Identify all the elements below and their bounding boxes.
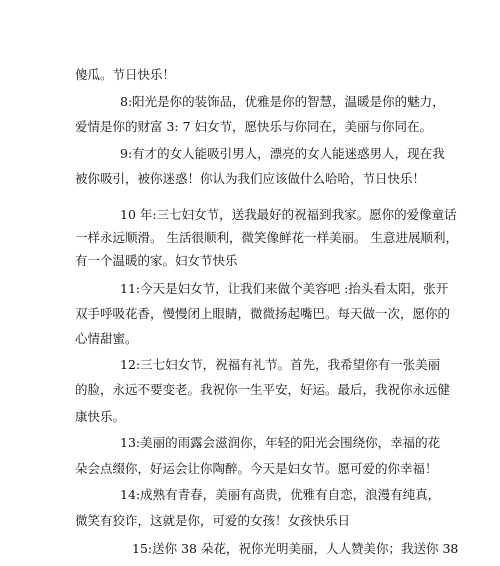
text-line: 9:有才的女人能吸引男人，漂亮的女人能迷惑男人，现在我 (120, 146, 445, 161)
text-line: 13:美丽的雨露会滋润你，年轻的阳光会围绕你，幸福的花 (120, 435, 441, 450)
text-line: 被你吸引，被你迷惑！你认为我们应该做什么哈哈，节日快乐！ (75, 171, 426, 186)
text-line: 15:送你 38 朵花，祝你光明美丽，人人赞美你；我送你 38 (132, 541, 459, 556)
text-line: 康快乐。 (75, 409, 126, 424)
text-line: 心情甜蜜。 (75, 331, 138, 346)
text-line: 爱情是你的财富 3: 7 妇女节，愿快乐与你同在，美丽与你同在。 (75, 119, 433, 134)
text-line: 11:今天是妇女节，让我们来做个美容吧 :抬头看太阳，张开 (120, 281, 449, 296)
text-line: 朵会点缀你，好运会让你陶醉。今天是妇女节。愿可爱的你幸福！ (75, 461, 438, 476)
text-line: 的脸，永远不要变老。我祝你一生平安，好运。最后，我祝你永远健 (75, 382, 451, 397)
text-line: 12:三七妇女节，祝福有礼节。首先，我希望你有一张美丽 (120, 357, 441, 372)
text-line: 微笑有狡诈，这就是你，可爱的女孩！女孩快乐日 (75, 513, 351, 528)
text-line: 8:阳光是你的装饰品，优雅是你的智慧，温暖是你的魅力， (120, 94, 445, 109)
text-line: 傻瓜。节日快乐！ (75, 67, 176, 82)
text-line: 14:成熟有青春，美丽有高贵，优雅有自恋，浪漫有纯真， (120, 487, 441, 502)
text-line: 10 年:三七妇女节，送我最好的祝福到我家。愿你的爱像童话 (120, 207, 457, 222)
text-line: 一样永远顺滑。 生活很顺利，微笑像鲜花一样美丽。 生意进展顺利， (75, 230, 458, 245)
text-line: 双手呼吸花香，慢慢闭上眼睛，微微扬起嘴巴。每天做一次，愿你的 (75, 306, 451, 321)
text-line: 有一个温暖的家。妇女节快乐 (75, 253, 238, 268)
